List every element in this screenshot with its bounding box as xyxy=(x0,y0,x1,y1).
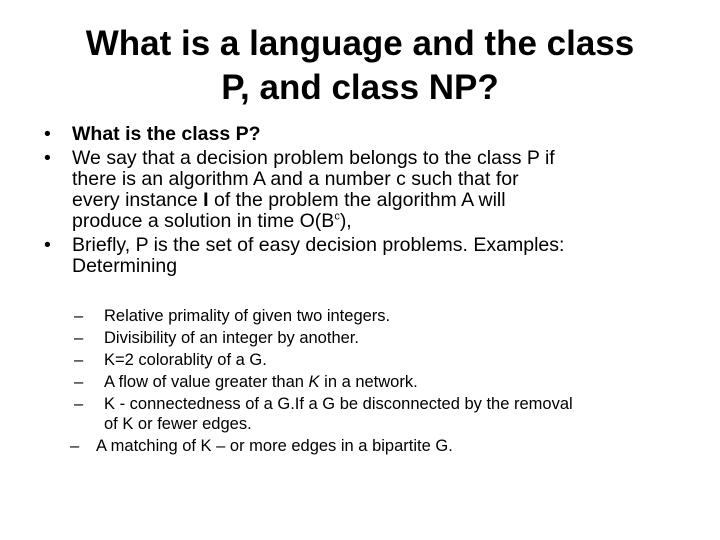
bullet-text: What is the class P? xyxy=(72,123,261,145)
dash-marker: – xyxy=(74,307,84,325)
bullet-text-line xyxy=(72,211,694,232)
bullet-text-line: Determining xyxy=(72,255,178,277)
text-run-bold: I xyxy=(203,189,209,211)
bullet-marker: • xyxy=(44,147,51,169)
bullet-text-line: there is an algorithm A and a number c such that for xyxy=(72,168,519,190)
text-run: produce a solution in time O(B xyxy=(72,210,335,232)
text-run: in a network. xyxy=(319,373,418,391)
title-line-2: P, and class NP? xyxy=(221,68,499,107)
dash-marker: – xyxy=(74,395,84,413)
sub-item-primality xyxy=(74,306,694,326)
bullet-item-definition xyxy=(44,148,694,232)
bullet-text-line: We say that a decision problem belongs to the class P if xyxy=(72,147,555,169)
slide-title xyxy=(30,22,690,110)
dash-marker: – xyxy=(74,373,84,391)
bullet-item-class-p-question xyxy=(44,124,694,145)
sub-item-colorability xyxy=(74,350,694,370)
superscript: c xyxy=(334,210,340,223)
bullet-marker: • xyxy=(44,123,51,145)
sub-text: Relative primality of given two integers. xyxy=(104,307,391,325)
text-run-italic: K xyxy=(308,373,320,391)
text-run: ), xyxy=(339,210,352,232)
sub-item-flow xyxy=(74,372,694,392)
text-run: every instance xyxy=(72,189,204,211)
sub-text xyxy=(104,372,694,392)
sub-item-connectedness xyxy=(74,394,694,434)
dash-marker: – xyxy=(74,329,84,347)
bullet-text-line xyxy=(72,190,694,211)
title-line-1: What is a language and the class xyxy=(85,24,635,63)
sub-text-line: K - connectedness of a G.If a G be disconnected by the removal xyxy=(104,395,573,413)
bullet-list xyxy=(44,124,694,280)
text-run: of the problem the algorithm A will xyxy=(208,189,506,211)
bullet-text-line: Briefly, P is the set of easy decision problems. Examples: xyxy=(72,234,565,256)
sub-item-divisibility xyxy=(74,328,694,348)
sub-text: Divisibility of an integer by another. xyxy=(104,329,359,347)
sub-list xyxy=(70,306,694,458)
dash-marker: – xyxy=(70,437,80,455)
sub-text-line: of K or fewer edges. xyxy=(104,415,252,433)
sub-text: A matching of K – or more edges in a bipartite G. xyxy=(96,437,453,455)
text-run: A flow of value greater than xyxy=(104,373,309,391)
dash-marker: – xyxy=(74,351,84,369)
sub-text: K=2 colorablity of a G. xyxy=(104,351,267,369)
bullet-item-briefly xyxy=(44,235,694,277)
sub-item-matching xyxy=(70,436,694,456)
bullet-marker: • xyxy=(44,234,51,256)
